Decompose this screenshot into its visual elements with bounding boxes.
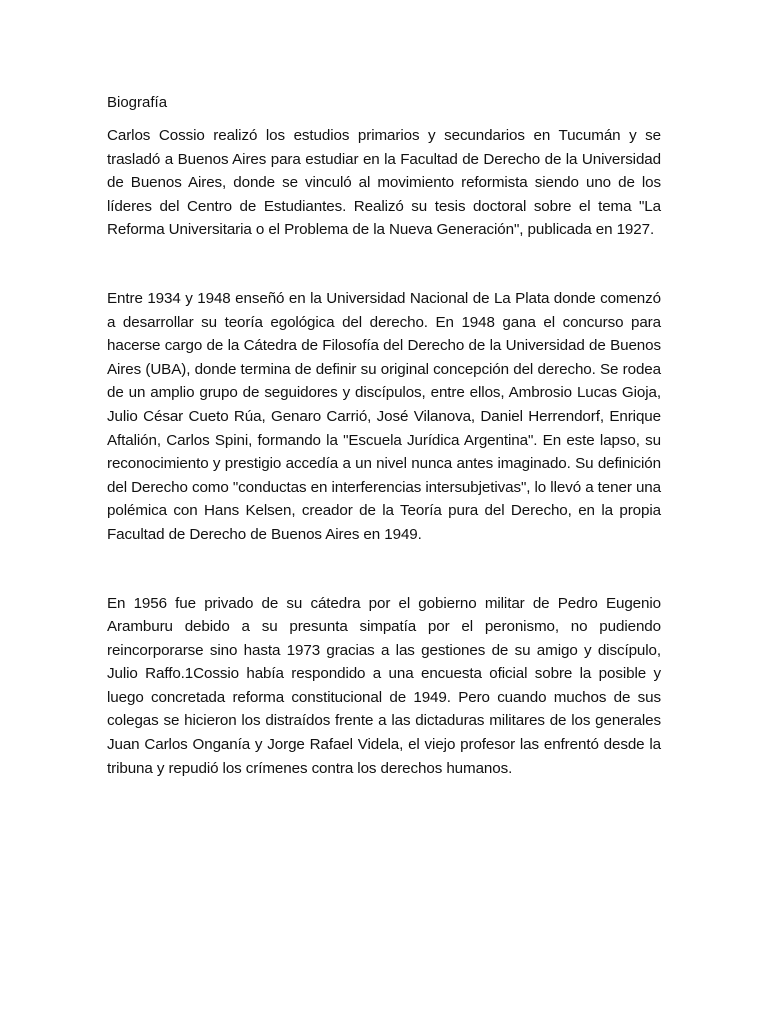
paragraph-early-life: Carlos Cossio realizó los estudios primarios y secundarios en Tucumán y se trasladó a Buenos Aires para estudiar en la Facultad de Derecho de la Universidad de Buenos Aires, donde se vinculó al movimiento reformista siendo uno de los líderes del Centro de Estudiantes. Realizó su tesis doctoral sobre el tema "La Reforma Universitaria o el Problema de la Nueva Generación", publicada en 1927.: [107, 127, 661, 239]
paragraph-dismissal: En 1956 fue privado de su cátedra por el gobierno militar de Pedro Eugenio Aramburu debido a su presunta simpatía por el peronismo, no pudiendo reincorporarse sino hasta 1973 gracias a las gestiones de su amigo y discípulo, Julio Raffo.1Cossio había respondido a una encuesta oficial sobre la posible y luego concretada reforma constitucional de 1949. Pero cuando muchos de sus colegas se hicieron los distraídos frente a las dictaduras militares de los generales Juan Carlos Onganía y Jorge Rafael Videla, el viejo profesor las enfrentó desde la tribuna y repudió los crímenes contra los derechos humanos.: [107, 594, 661, 777]
paragraph-la-plata-uba: Entre 1934 y 1948 enseñó en la Universidad Nacional de La Plata donde comenzó a desarrollar su teoría egológica del derecho. En 1948 gana el concurso para hacerse cargo de la Cátedra de Filosofía del Derecho de la Universidad de Buenos Aires (UBA), donde termina de definir su original concepción del derecho. Se rodea de un amplio grupo de seguidores y discípulos, entre ellos, Ambrosio Lucas Gioja, Julio César Cueto Rúa, Genaro Carrió, José Vilanova, Daniel Herrendorf, Enrique Aftalión, Carlos Spini, formando la "Escuela Jurídica Argentina". En este lapso, su reconocimiento y prestigio accedía a un nivel nunca antes imaginado. Su definición del Derecho como "conductas en interferencias intersubjetivas", lo llevó a tener una polémica con Hans Kelsen, creador de la Teoría pura del Derecho, en la propia Facultad de Derecho de Buenos Aires en 1949.: [107, 289, 661, 543]
document-page: [107, 92, 661, 780]
section-heading: Biografía: [107, 94, 168, 111]
